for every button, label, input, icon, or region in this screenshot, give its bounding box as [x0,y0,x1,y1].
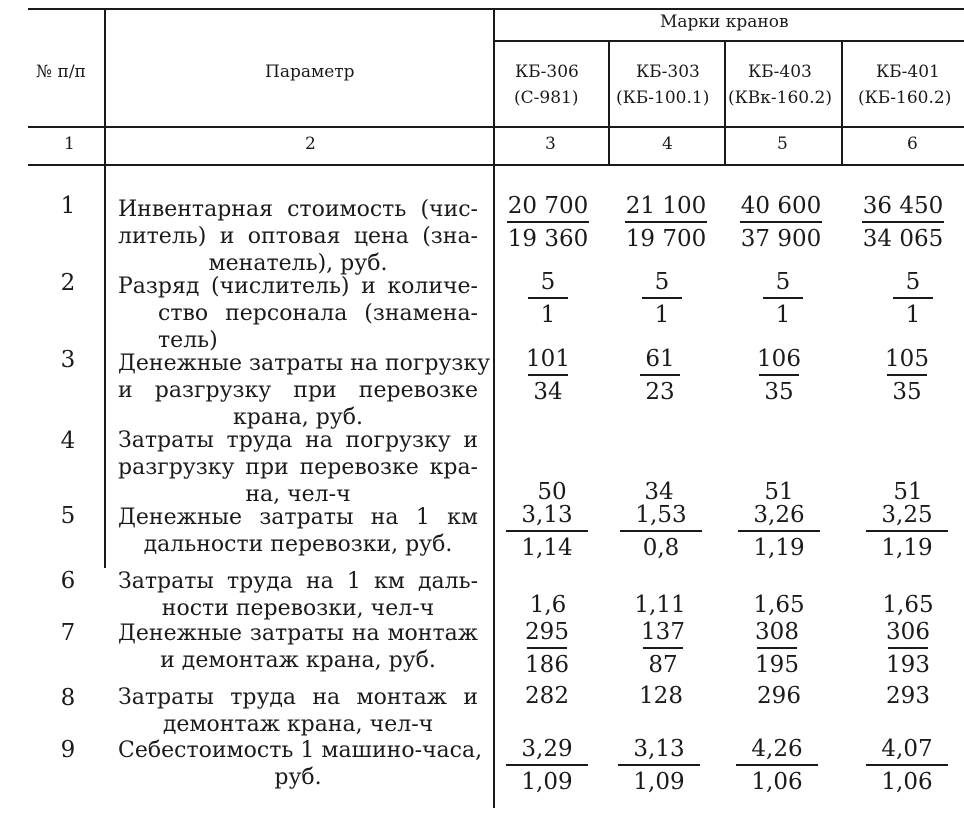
fraction-value [527,618,567,679]
param-line: Инвентарная стоимость (чис- [118,197,478,222]
value-cell: 1,65 [753,592,805,618]
fraction-bar [528,297,568,299]
param-text [118,427,478,508]
numerator: 308 [755,619,799,645]
param-line: тель) [158,328,218,353]
fraction-bar [527,647,567,649]
fraction-bar [763,297,803,299]
param-line: менатель), руб. [208,251,388,276]
col-divider-5 [841,40,843,164]
crane-model-1: КБ-306 [515,62,579,82]
param-line: крана, руб. [233,405,363,430]
col-number-6: 6 [907,134,918,154]
denominator: 1,06 [751,769,803,795]
crane-model-3: КБ-403 [748,62,812,82]
fraction-bar [888,647,928,649]
numerator: 101 [526,346,570,372]
crane-model-2: КБ-303 [636,62,700,82]
num-header: № п/п [36,62,86,82]
param-line: Денежные затраты на монтаж [118,621,478,646]
fraction-bar [738,530,820,532]
fraction-value [506,501,588,562]
numerator: 5 [775,269,791,295]
param-line: ности перевозки, чел-ч [161,596,435,621]
param-line: Затраты труда на монтаж и [118,685,478,710]
param-line: Затраты труда на 1 км даль- [118,569,478,594]
param-line: Себестоимость 1 машино-часа, [118,738,483,763]
fraction-bar [759,374,799,376]
param-line: демонтаж крана, чел-ч [162,712,434,737]
numerator: 4,07 [881,736,933,762]
header-rule [28,126,964,128]
fraction-value [640,345,680,406]
fraction-value [643,618,683,679]
numerator: 36 450 [862,193,944,219]
crane-alt-1: (С-981) [514,88,579,108]
fraction-value [528,268,568,329]
fraction-value [763,268,803,329]
param-line: руб. [274,765,322,790]
group-header-rule [493,40,964,42]
param-text [118,737,483,791]
param-header: Параметр [265,62,355,82]
denominator: 1,09 [521,769,573,795]
fraction-value [887,345,927,406]
param-line: Затраты труда на погрузку и [118,428,478,453]
col-number-2: 2 [305,134,316,154]
denominator: 23 [645,379,675,405]
value-cell: 1,6 [529,592,567,618]
value-cell: 293 [886,683,930,709]
param-line: на, чел-ч [245,482,351,507]
numerator: 106 [757,346,801,372]
param-line: дальности перевозки, руб. [143,532,453,557]
value-cell: 1,11 [634,592,686,618]
fraction-bar [893,297,933,299]
col-divider-4 [724,40,726,164]
param-text [118,273,478,354]
denominator: 0,8 [642,535,680,561]
fraction-bar [642,297,682,299]
numerator: 3,26 [753,502,805,528]
denominator: 19 360 [507,226,589,252]
col-divider-2 [493,8,495,808]
fraction-bar [736,764,818,766]
fraction-value [528,345,568,406]
denominator: 1,19 [881,535,933,561]
fraction-value [893,268,933,329]
fraction-bar [506,530,588,532]
fraction-value [620,501,702,562]
fraction-value [866,501,948,562]
numerator: 3,13 [633,736,685,762]
value-cell: 51 [764,479,794,505]
param-line: Денежные затраты на погрузку [118,351,491,376]
param-line: и демонтаж крана, руб. [160,648,436,673]
denominator: 195 [755,652,799,678]
numerator: 295 [525,619,569,645]
fraction-bar [740,221,822,223]
numerator: 137 [641,619,685,645]
col-number-3: 3 [545,134,556,154]
fraction-value [507,192,589,253]
denominator: 1 [540,302,556,328]
param-text [118,196,478,277]
crane-alt-2: (КБ-100.1) [616,88,710,108]
row-number: 8 [60,685,76,711]
param-text [118,684,478,738]
row-number: 7 [60,620,76,646]
fraction-value [618,735,700,796]
param-text [118,568,478,622]
denominator: 186 [525,652,569,678]
denominator: 1,06 [881,769,933,795]
fraction-bar [625,221,707,223]
fraction-value [736,735,818,796]
denominator: 34 065 [862,226,944,252]
fraction-bar [528,374,568,376]
row-number: 9 [60,737,76,763]
row-number: 1 [60,193,76,219]
crane-group-header: Марки кранов [660,12,789,32]
param-text [118,504,478,558]
fraction-bar [618,764,700,766]
numerator: 5 [540,269,556,295]
fraction-value [740,192,822,253]
top-rule [28,8,964,10]
fraction-value [506,735,588,796]
denominator: 1 [775,302,791,328]
value-cell: 51 [893,479,923,505]
fraction-bar [862,221,944,223]
row-number: 4 [60,428,76,454]
fraction-bar [757,647,797,649]
numerator: 21 100 [625,193,707,219]
denominator: 1,19 [753,535,805,561]
param-line: разгрузку при перевозке кра- [118,455,478,480]
denominator: 1,09 [633,769,685,795]
crane-model-4: КБ-401 [876,62,940,82]
fraction-bar [866,764,948,766]
fraction-value [866,735,948,796]
crane-alt-4: (КБ-160.2) [858,88,952,108]
fraction-bar [640,374,680,376]
value-cell: 34 [644,479,674,505]
value-cell: 1,65 [882,592,934,618]
denominator: 35 [892,379,922,405]
param-text [118,350,491,431]
numerator: 3,13 [521,502,573,528]
numerator: 105 [885,346,929,372]
denominator: 35 [764,379,794,405]
numerator: 5 [654,269,670,295]
fraction-value [642,268,682,329]
fraction-value [759,345,799,406]
numerator: 1,53 [635,502,687,528]
denominator: 87 [648,652,678,678]
col-number-5: 5 [777,134,788,154]
denominator: 1 [905,302,921,328]
denominator: 34 [533,379,563,405]
col-number-1: 1 [64,134,75,154]
numerator: 306 [886,619,930,645]
param-line: литель) и оптовая цена (зна- [118,224,478,249]
numerator: 3,25 [881,502,933,528]
col-divider-3 [608,40,610,164]
numerator: 3,29 [521,736,573,762]
fraction-value [862,192,944,253]
fraction-bar [643,647,683,649]
numerator: 5 [905,269,921,295]
numerator: 61 [645,346,675,372]
param-line: и разгрузку при перевозке [118,378,478,403]
row-number: 2 [60,270,76,296]
fraction-bar [507,221,589,223]
denominator: 19 700 [625,226,707,252]
crane-alt-3: (КВк-160.2) [728,88,832,108]
fraction-value [757,618,797,679]
fraction-bar [506,764,588,766]
row-number: 5 [60,503,76,529]
value-cell: 296 [757,683,801,709]
numerator: 4,26 [751,736,803,762]
numerator: 40 600 [740,193,822,219]
param-line: Разряд (числитель) и количе- [118,274,478,299]
fraction-value [625,192,707,253]
fraction-bar [887,374,927,376]
fraction-bar [866,530,948,532]
param-text [118,620,478,674]
fraction-bar [620,530,702,532]
col-divider-1 [104,8,106,568]
row-number: 6 [60,568,76,594]
fraction-value [888,618,928,679]
value-cell: 50 [537,479,567,505]
numerator: 20 700 [507,193,589,219]
param-line: ство персонала (знамена- [158,301,478,326]
param-line: Денежные затраты на 1 км [118,505,478,530]
column-number-rule [28,164,964,166]
denominator: 37 900 [740,226,822,252]
value-cell: 282 [525,683,569,709]
denominator: 1 [654,302,670,328]
row-number: 3 [60,347,76,373]
fraction-value [738,501,820,562]
denominator: 193 [886,652,930,678]
col-number-4: 4 [662,134,673,154]
value-cell: 128 [639,683,683,709]
denominator: 1,14 [521,535,573,561]
